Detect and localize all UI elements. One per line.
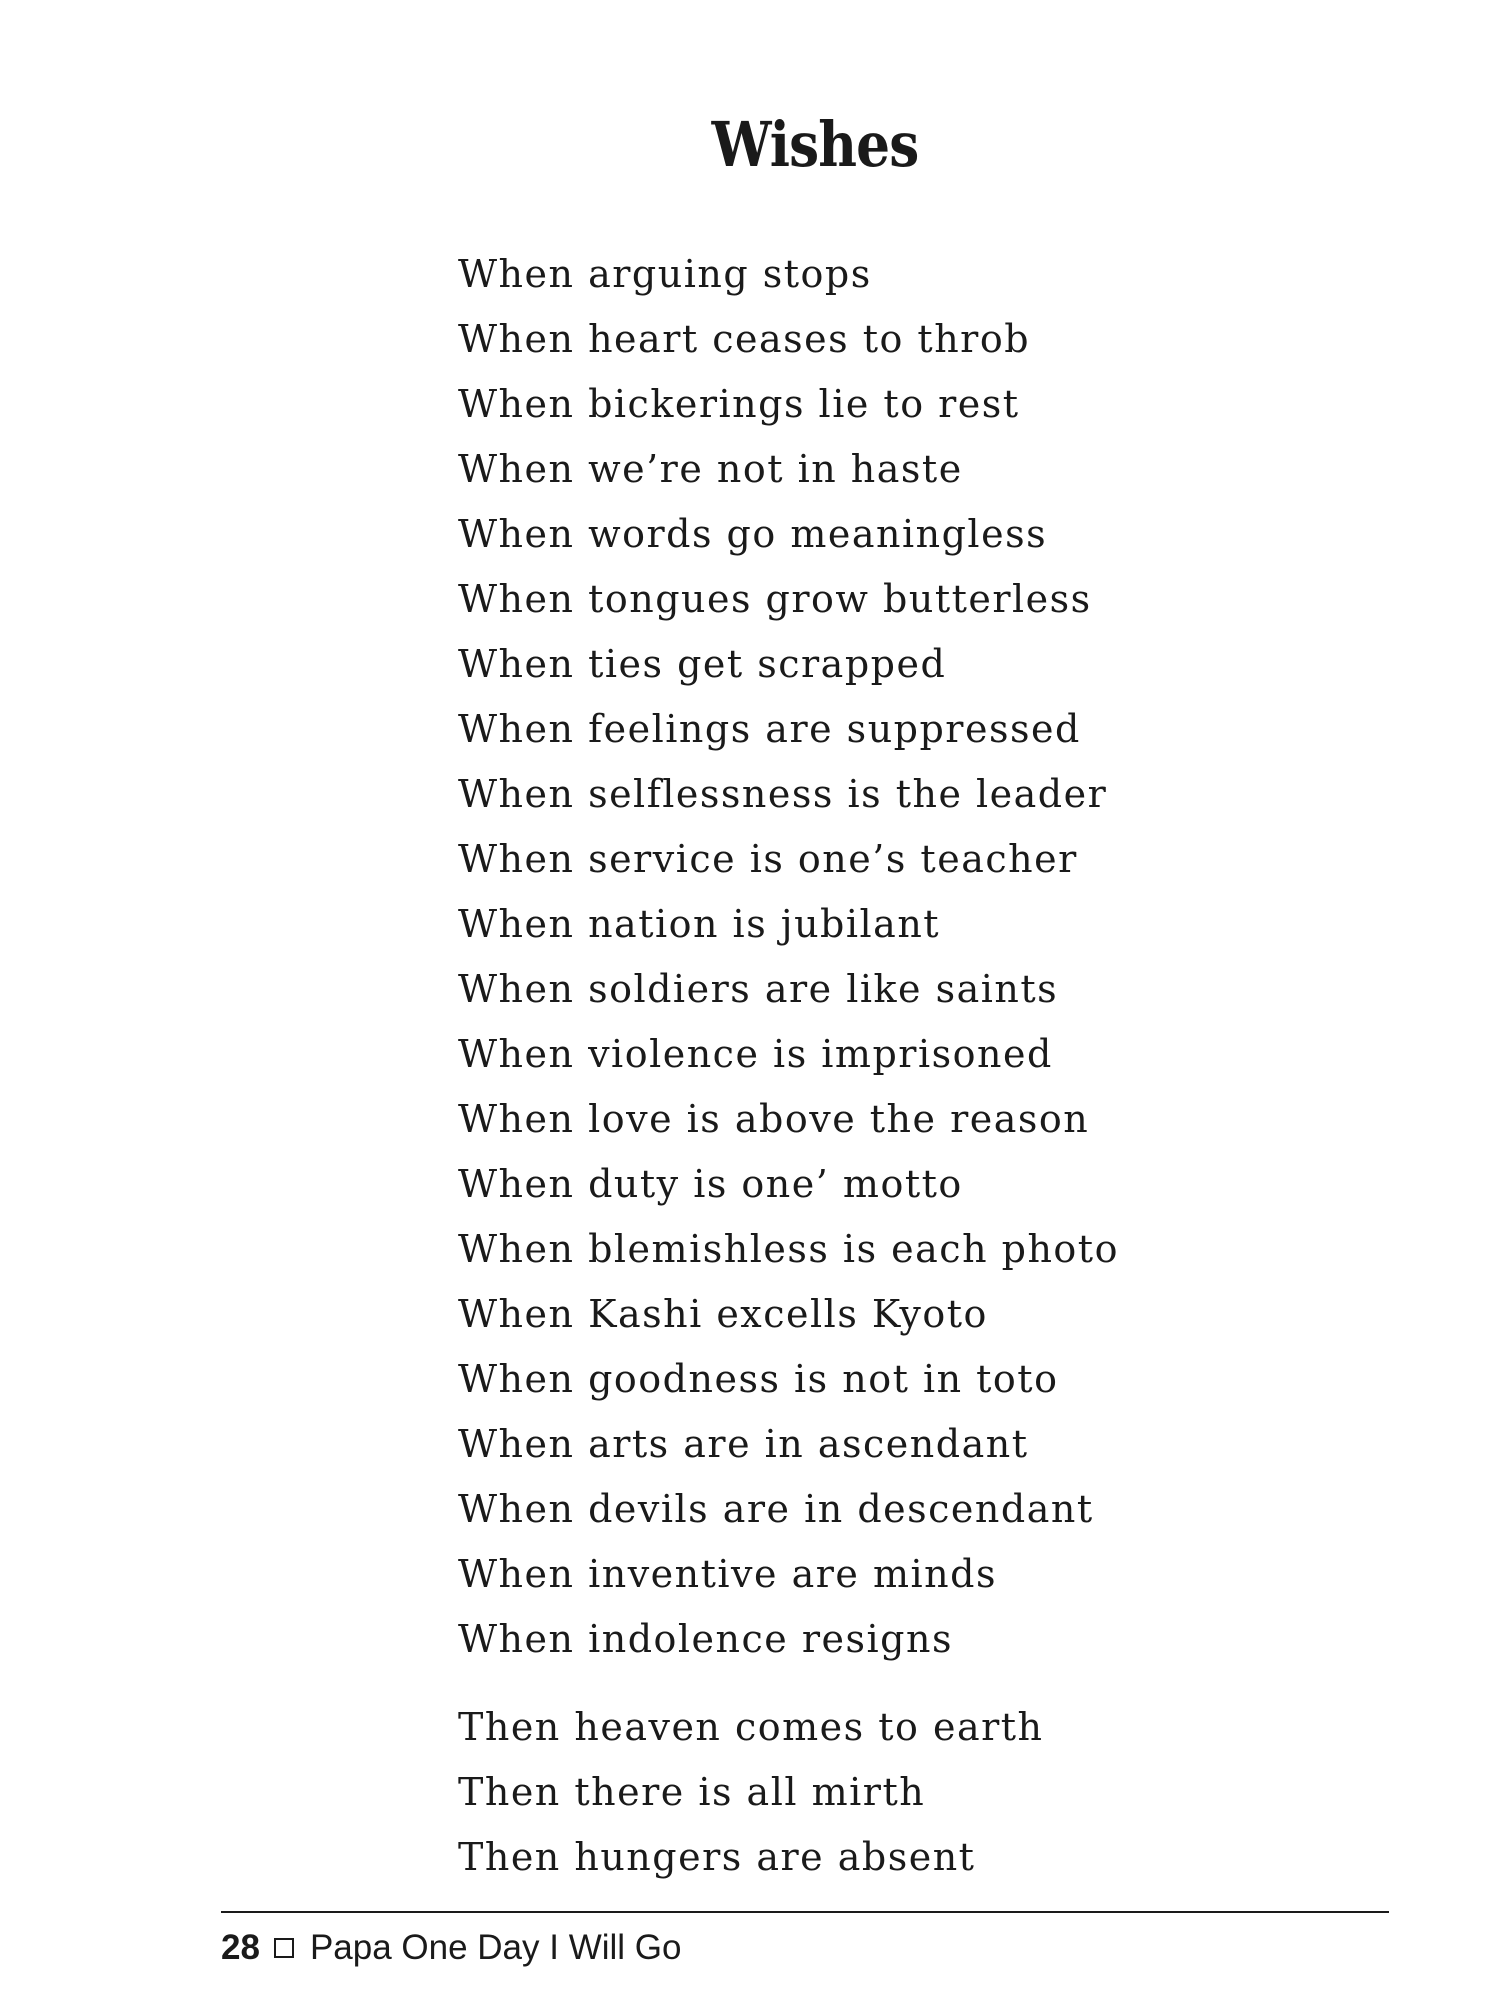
poem-line: When service is one’s teacher [458,837,1078,881]
poem-line: When soldiers are like saints [458,967,1059,1011]
book-title: Papa One Day I Will Go [309,1928,682,1967]
poem-line: When love is above the reason [458,1097,1090,1141]
poem-line: When Kashi excells Kyoto [458,1292,988,1336]
poem-line: When ties get scrapped [458,642,947,686]
poem-line: Then hungers are absent [458,1835,976,1879]
poem-line: When duty is one’ motto [458,1162,963,1206]
poem-line: When feelings are suppressed [458,707,1081,751]
poem-line: When violence is imprisoned [458,1032,1053,1076]
poem-line: When arguing stops [458,252,872,296]
poem-line: When tongues grow butterless [458,577,1092,621]
poem-stanza-2 [458,1695,1044,1890]
footer-rule [221,1911,1389,1913]
poem-line: When goodness is not in toto [458,1357,1059,1401]
poem-line: Then there is all mirth [458,1770,926,1814]
poem-line: When bickerings lie to rest [458,382,1020,426]
page-number: 28 [221,1928,260,1967]
poem-line: When devils are in descendant [458,1487,1094,1531]
page-footer [221,1926,681,1970]
poem-line: When inventive are minds [458,1552,997,1596]
poem-stanza-1 [458,242,1119,1672]
poem-line: When indolence resigns [458,1617,953,1661]
poem-line: When arts are in ascendant [458,1422,1029,1466]
poem-line: Then heaven comes to earth [458,1705,1044,1749]
poem-line: When blemishless is each photo [458,1227,1119,1271]
poem-line: When words go meaningless [458,512,1048,556]
poem-title: Wishes [711,108,919,181]
poem-line: When heart ceases to throb [458,317,1031,361]
poem-line: When we’re not in haste [458,447,963,491]
poem-line: When selflessness is the leader [458,772,1108,816]
square-bullet-icon [274,1938,294,1958]
poem-line: When nation is jubilant [458,902,941,946]
